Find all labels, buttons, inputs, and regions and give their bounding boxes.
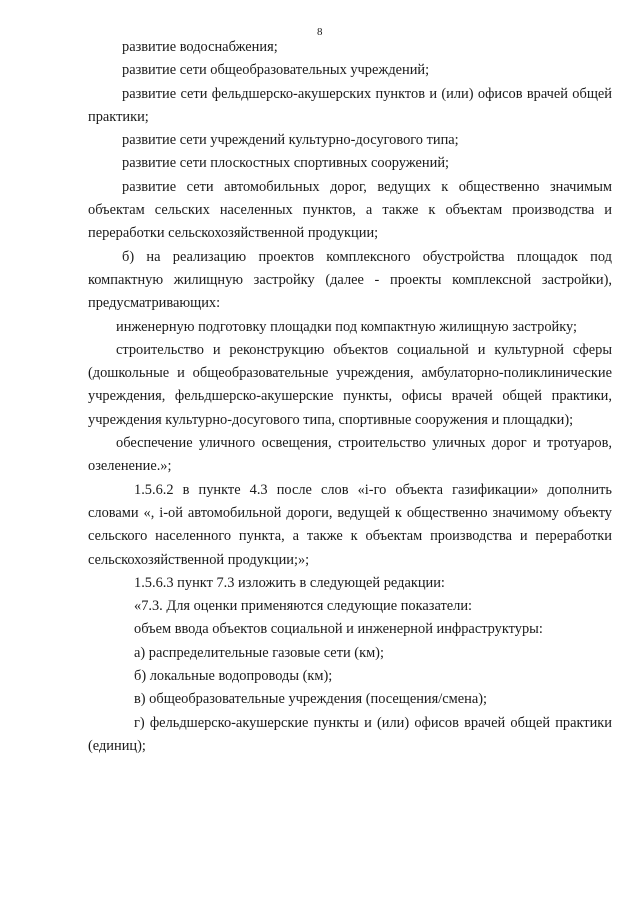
paragraph: развитие сети учреждений культурно-досугового типа; (122, 132, 459, 149)
paragraph: а) распределительные газовые сети (км); (134, 644, 384, 661)
paragraph: б) локальные водопроводы (км); (134, 668, 333, 685)
paragraph: 1.5.6.3 пункт 7.3 изложить в следующей редакции: (134, 574, 445, 591)
paragraph: обеспечение уличного освещения, строительство уличных дорог и тротуаров, озеленение.»; (88, 435, 612, 475)
paragraph: инженерную подготовку площадки под компактную жилищную застройку; (116, 318, 578, 335)
paragraph: б) на реализацию проектов комплексного обустройства площадок под компактную жилищную застройку (далее - проекты комплексной застройки), предусматривающих: (88, 248, 612, 312)
paragraph: 1.5.6.2 в пункте 4.3 после слов «i-го объекта газификации» дополнить словами «, i-ой автомобильной дороги, ведущей к общественно значимому объекту сельского населенного пункта, а также к объектам производства и переработки сельскохозяйственной продукции;»; (88, 481, 612, 568)
paragraph: развитие сети плоскостных спортивных сооружений; (122, 155, 450, 172)
paragraph: г) фельдшерско-акушерские пункты и (или) офисов врачей общей практики (единиц); (88, 714, 612, 754)
paragraph: развитие сети общеобразовательных учреждений; (122, 62, 430, 79)
paragraph: развитие сети автомобильных дорог, ведущих к общественно значимым объектам сельских населенных пунктов, а также к объектам производства и переработки сельскохозяйственной продукции; (88, 178, 612, 242)
paragraph: развитие водоснабжения; (122, 39, 278, 55)
paragraph: объем ввода объектов социальной и инженерной инфраструктуры: (134, 621, 543, 638)
page-number: 8 (317, 26, 323, 38)
paragraph: в) общеобразовательные учреждения (посещения/смена); (134, 691, 487, 708)
paragraph: строительство и реконструкцию объектов социальной и культурной сферы (дошкольные и общеобразовательные учреждения, амбулаторно-поликлинические учреждения, фельдшерско-акушерские пункты, офисы врачей общей практики, учреждения культурно-досугового типа, спортивные сооружения и площадки); (88, 341, 612, 428)
document-body (88, 36, 612, 758)
paragraph: развитие сети фельдшерско-акушерских пунктов и (или) офисов врачей общей практики; (88, 85, 612, 125)
paragraph: «7.3. Для оценки применяются следующие показатели: (134, 598, 473, 615)
